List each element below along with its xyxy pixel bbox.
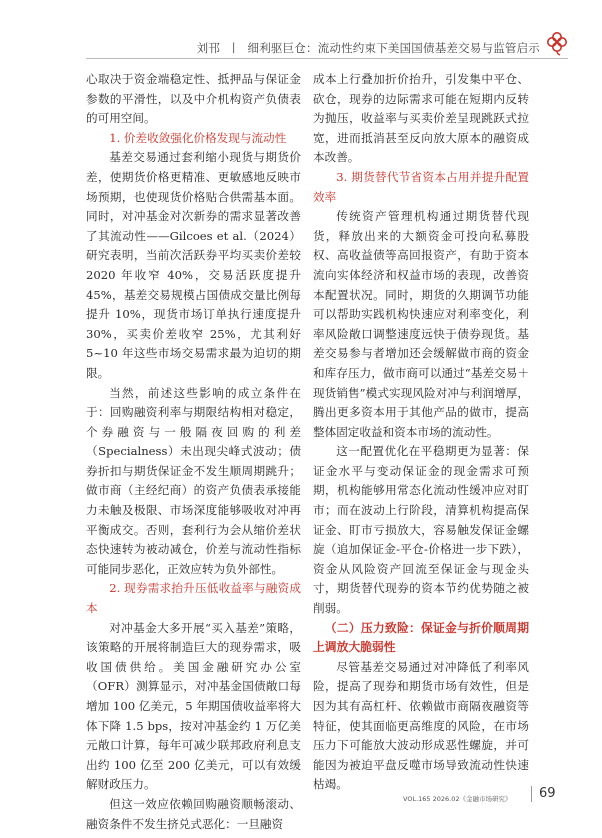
subheading-yield-financing: 2. 现券需求抬升压低收益率与融资成本	[86, 581, 301, 616]
paragraph: 传统资产管理机构通过期货替代现货，释放出来的大额资金可投向私募股权、高收益债等高回报资产，有助于资本流向实体经济和权益市场的表现，改善资本配置状况。同时，期货的久期调节功能可以帮助实践机构快速应对利率变化，利率风险敞口调整速度远快于债券现货。基差交易参与者增加还会缓解做市商的资金和库存压力，做市商可以通过“基差交易＋现货销售”模式实现风险对冲与利润增厚，腾出更多资本用于其他产品的做市，提高整体固定收益和资本市场的流动性。	[313, 209, 529, 439]
subheading-capital-efficiency: 3. 期货替代节省资本占用并提升配置效率	[313, 169, 529, 204]
subheading-price-discovery: 1. 价差收敛强化价格发现与流动性	[109, 130, 287, 145]
footer-divider	[531, 786, 532, 802]
left-column	[86, 70, 301, 834]
paragraph: 这一配置优化在平稳期更为显著：保证金水平与变动保证金的现金需求可预期，机构能够用常态化流动性缓冲应对盯市；而在波动上行阶段，清算机构提高保证金、盯市亏损放大，容易触发保证金螺旋（追加保证金-平仓-价格进一步下跌），资金从风险资产回流至保证金与现金头寸，期货替代现券的资本节约优势随之被削弱。	[313, 444, 529, 616]
paragraph: 当然，前述这些影响的成立条件在于：回购融资利率与期限结构相对稳定，个券融资与一般隔夜回购的利差（Specialness）未出现尖峰式波动；债券折扣与期货保证金不发生顺周期跳升；做市商（主经纪商）的资产负债表承接能力未触及极限、市场深度能够吸收对冲再平衡成交。否则，套利行为会从缩价差状态快速转为被动减仓，价差与流动性指标可能同步恶化，正效应转为负外部性。	[86, 385, 301, 576]
header-separator: 丨	[227, 41, 240, 55]
paragraph: 对冲基金大多开展“买入基差”策略，该策略的开展将制造巨大的现券需求，吸收国债供给。美国金融研究办公室（OFR）测算显示，对冲基金国债敞口每增加 100 亿美元，5 年期国债收益率将大体下降 1.5 bps，按对冲基金约 1 万亿美元敞口计算，每年可减少联邦政府利息支出约 100 亿至 200 亿美元，可以有效缓解财政压力。	[86, 620, 301, 792]
right-column	[313, 70, 529, 795]
paragraph: 尽管基差交易通过对冲降低了利率风险，提高了现券和期货市场有效性，但是因为其有高杠杆、依赖做市商隔夜融资等特征，使其面临更高维度的风险，在市场压力下可能放大波动形成恶性螺旋，并可能因为被迫平盘反噬市场导致流动性快速枯竭。	[313, 659, 529, 792]
section-heading-pressure-risk: （二）压力致险：保证金与折价顺周期上调放大脆弱性	[313, 620, 529, 655]
paragraph: 但这一效应依赖回购融资顺畅滚动、融资条件不发生挤兑式恶化：一旦融资	[86, 796, 301, 831]
page-number: 69	[539, 786, 556, 801]
header-rule	[86, 58, 568, 59]
page-header	[0, 0, 602, 64]
paragraph-continued: 心取决于资金端稳定性、抵押品与保证金参数的平滑性，以及中介机构资产负债表的可用空间。	[86, 72, 301, 126]
flower-logo-icon	[546, 30, 568, 56]
running-header	[197, 40, 540, 56]
header-title: 细利驱巨仓：流动性约束下美国国债基差交易与监管启示	[247, 41, 540, 55]
journal-citation: VOL.165 2026.02《金融市场研究》	[403, 795, 512, 803]
paragraph: 基差交易通过套利缩小现货与期货价差，使期货价格更精准、更敏感地反映市场预期，也使现货价格贴合供需基本面。同时，对冲基金对次新券的需求显著改善了其流动性——Gilcoes et al.（2024）研究表明，当前次活跃券平均买卖价差较 2020 年收窄 40%，交易活跃度提升 45%，基差交易规模占国债成交量比例每提升 10%，现货市场订单执行速度提升 30%，买卖价差收窄 25%，尤其利好 5~10 年这些市场交易需求最为迫切的期限。	[86, 150, 301, 380]
paragraph-continued: 成本上行叠加折价抬升，引发集中平仓、砍仓，现券的边际需求可能在短期内反转为抛压，收益率与买卖价差呈现跳跃式拉宽，进而抵消甚至反向放大原本的融资成本改善。	[313, 72, 529, 165]
header-author: 刘邗	[196, 41, 221, 55]
